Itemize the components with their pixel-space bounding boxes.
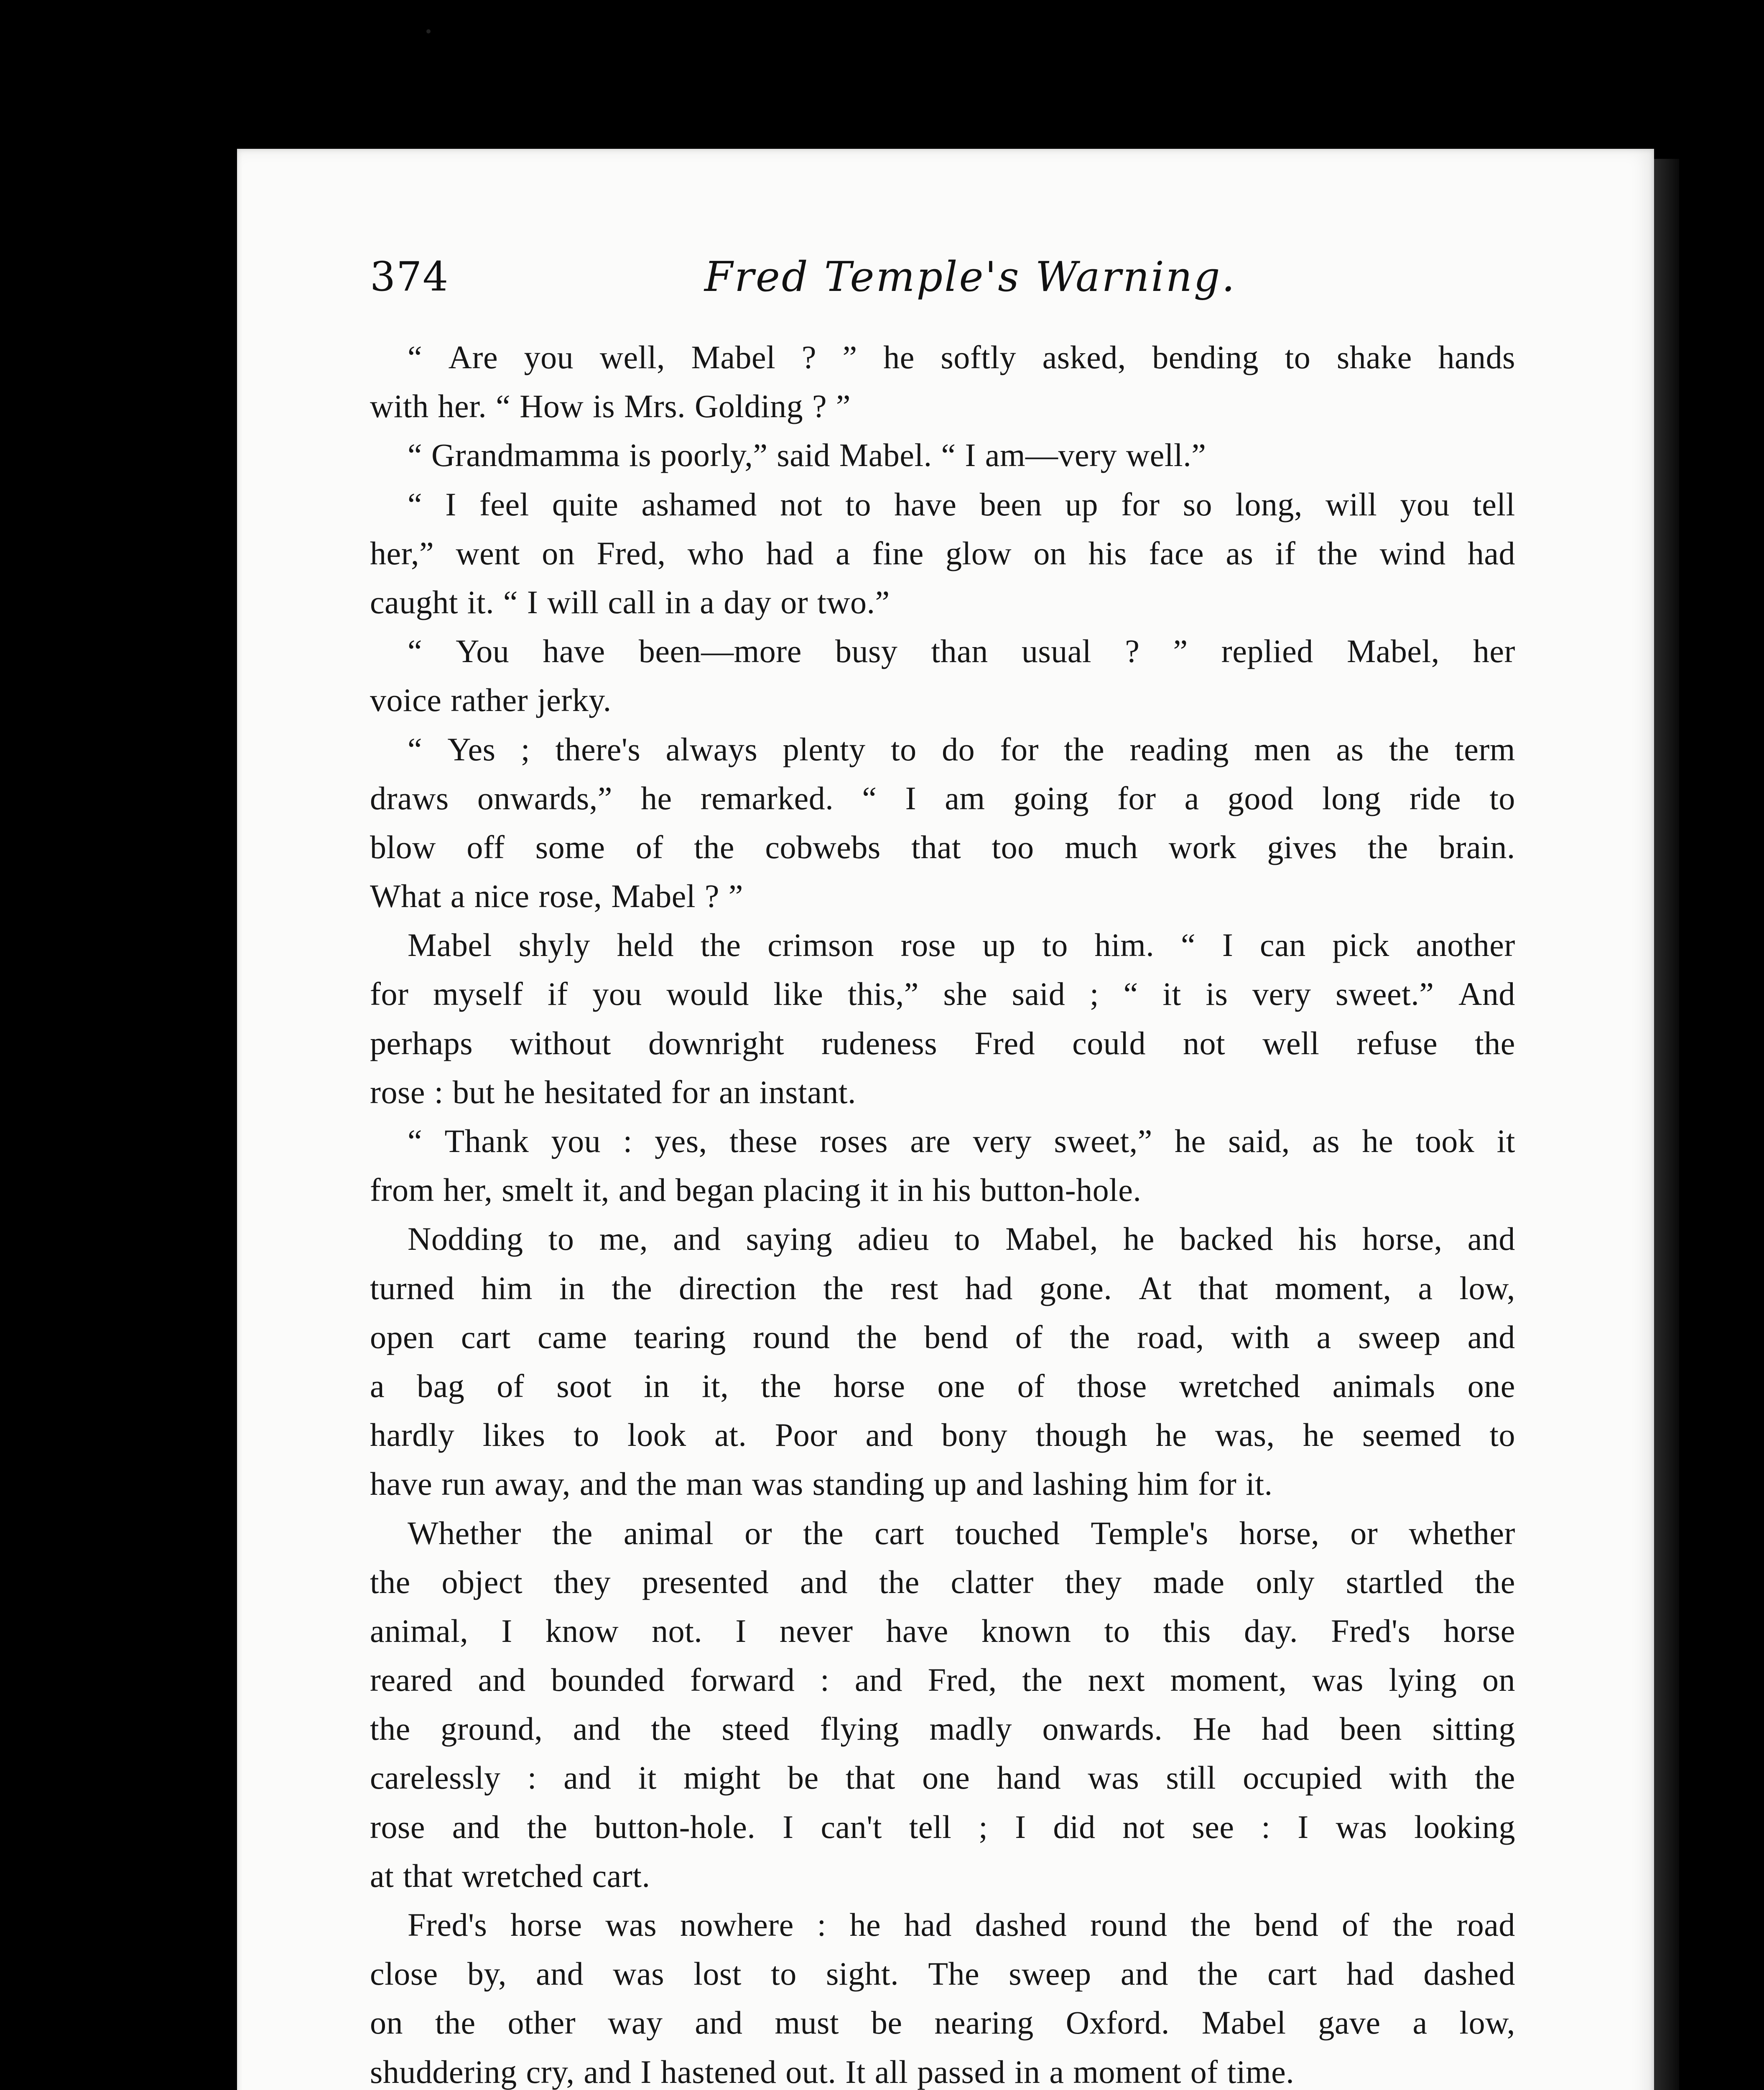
text-line: draws onwards,” he remarked. “ I am going for a good long ride to [370, 780, 1515, 816]
page-edge [1654, 159, 1679, 2090]
text-line: carelessly : and it might be that one hand was still occupied with the [370, 1759, 1515, 1796]
text-line: with her. “ How is Mrs. Golding ? ” [370, 388, 851, 425]
text-line: open cart came tearing round the bend of the road, with a sweep and [370, 1318, 1515, 1355]
text-line: rose : but he hesitated for an instant. [370, 1073, 857, 1110]
text-line: animal, I know not. I never have known to this day. Fred's horse [370, 1612, 1515, 1649]
text-line: “ Yes ; there's always plenty to do for the reading men as the term [408, 731, 1515, 767]
text-line: Whether the animal or the cart touched Temple's horse, or whether [408, 1514, 1515, 1551]
text-line: have run away, and the man was standing up and lashing him for it. [370, 1466, 1273, 1502]
text-line: the ground, and the steed flying madly onwards. He had been sitting [370, 1710, 1515, 1747]
text-line: “ I feel quite ashamed not to have been up for so long, will you tell [408, 486, 1515, 522]
text-line: “ Thank you : yes, these roses are very sweet,” he said, as he took it [408, 1123, 1515, 1159]
text-line: Fred's horse was nowhere : he had dashed round the bend of the road [408, 1906, 1515, 1943]
speck [426, 29, 431, 33]
text-line: turned him in the direction the rest had gone. At that moment, a low, [370, 1269, 1515, 1306]
page-number: 374 [370, 253, 449, 300]
text-line: shuddering cry, and I hastened out. It all passed in a moment of time. [370, 2053, 1295, 2090]
text-line: Mabel shyly held the crimson rose up to him. “ I can pick another [408, 927, 1515, 963]
text-line: the object they presented and the clatter they made only startled the [370, 1563, 1515, 1600]
text-line: caught it. “ I will call in a day or two.” [370, 584, 890, 620]
body-text [370, 333, 1515, 2090]
running-title: Fred Temple's Warning. [704, 253, 1236, 301]
text-line: perhaps without downright rudeness Fred could not well refuse the [370, 1025, 1515, 1061]
text-line: “ Are you well, Mabel ? ” he softly asked, bending to shake hands [408, 339, 1515, 375]
text-line: “ Grandmamma is poorly,” said Mabel. “ I am—very well.” [408, 437, 1206, 474]
text-line: her,” went on Fred, who had a fine glow on his face as if the wind had [370, 535, 1515, 571]
text-line: hardly likes to look at. Poor and bony though he was, he seemed to [370, 1417, 1515, 1453]
text-line: a bag of soot in it, the horse one of those wretched animals one [370, 1367, 1515, 1404]
text-line: for myself if you would like this,” she said ; “ it is very sweet.” And [370, 976, 1515, 1012]
text-line: on the other way and must be nearing Oxford. Mabel gave a low, [370, 2004, 1515, 2041]
text-line: blow off some of the cobwebs that too much work gives the brain. [370, 828, 1515, 865]
text-line: What a nice rose, Mabel ? ” [370, 878, 743, 915]
book-page [237, 149, 1654, 2090]
text-line: close by, and was lost to sight. The sweep and the cart had dashed [370, 1955, 1515, 1992]
page-header [370, 253, 1515, 316]
text-line: reared and bounded forward : and Fred, the next moment, was lying on [370, 1662, 1515, 1698]
text-line: voice rather jerky. [370, 682, 612, 719]
text-line: at that wretched cart. [370, 1857, 650, 1894]
text-line: from her, smelt it, and began placing it in his button-hole. [370, 1172, 1142, 1208]
text-line: Nodding to me, and saying adieu to Mabel, he backed his horse, and [408, 1221, 1515, 1257]
text-line: “ You have been—more busy than usual ? ” replied Mabel, her [408, 633, 1515, 670]
text-line: rose and the button-hole. I can't tell ; I did not see : I was looking [370, 1808, 1515, 1845]
